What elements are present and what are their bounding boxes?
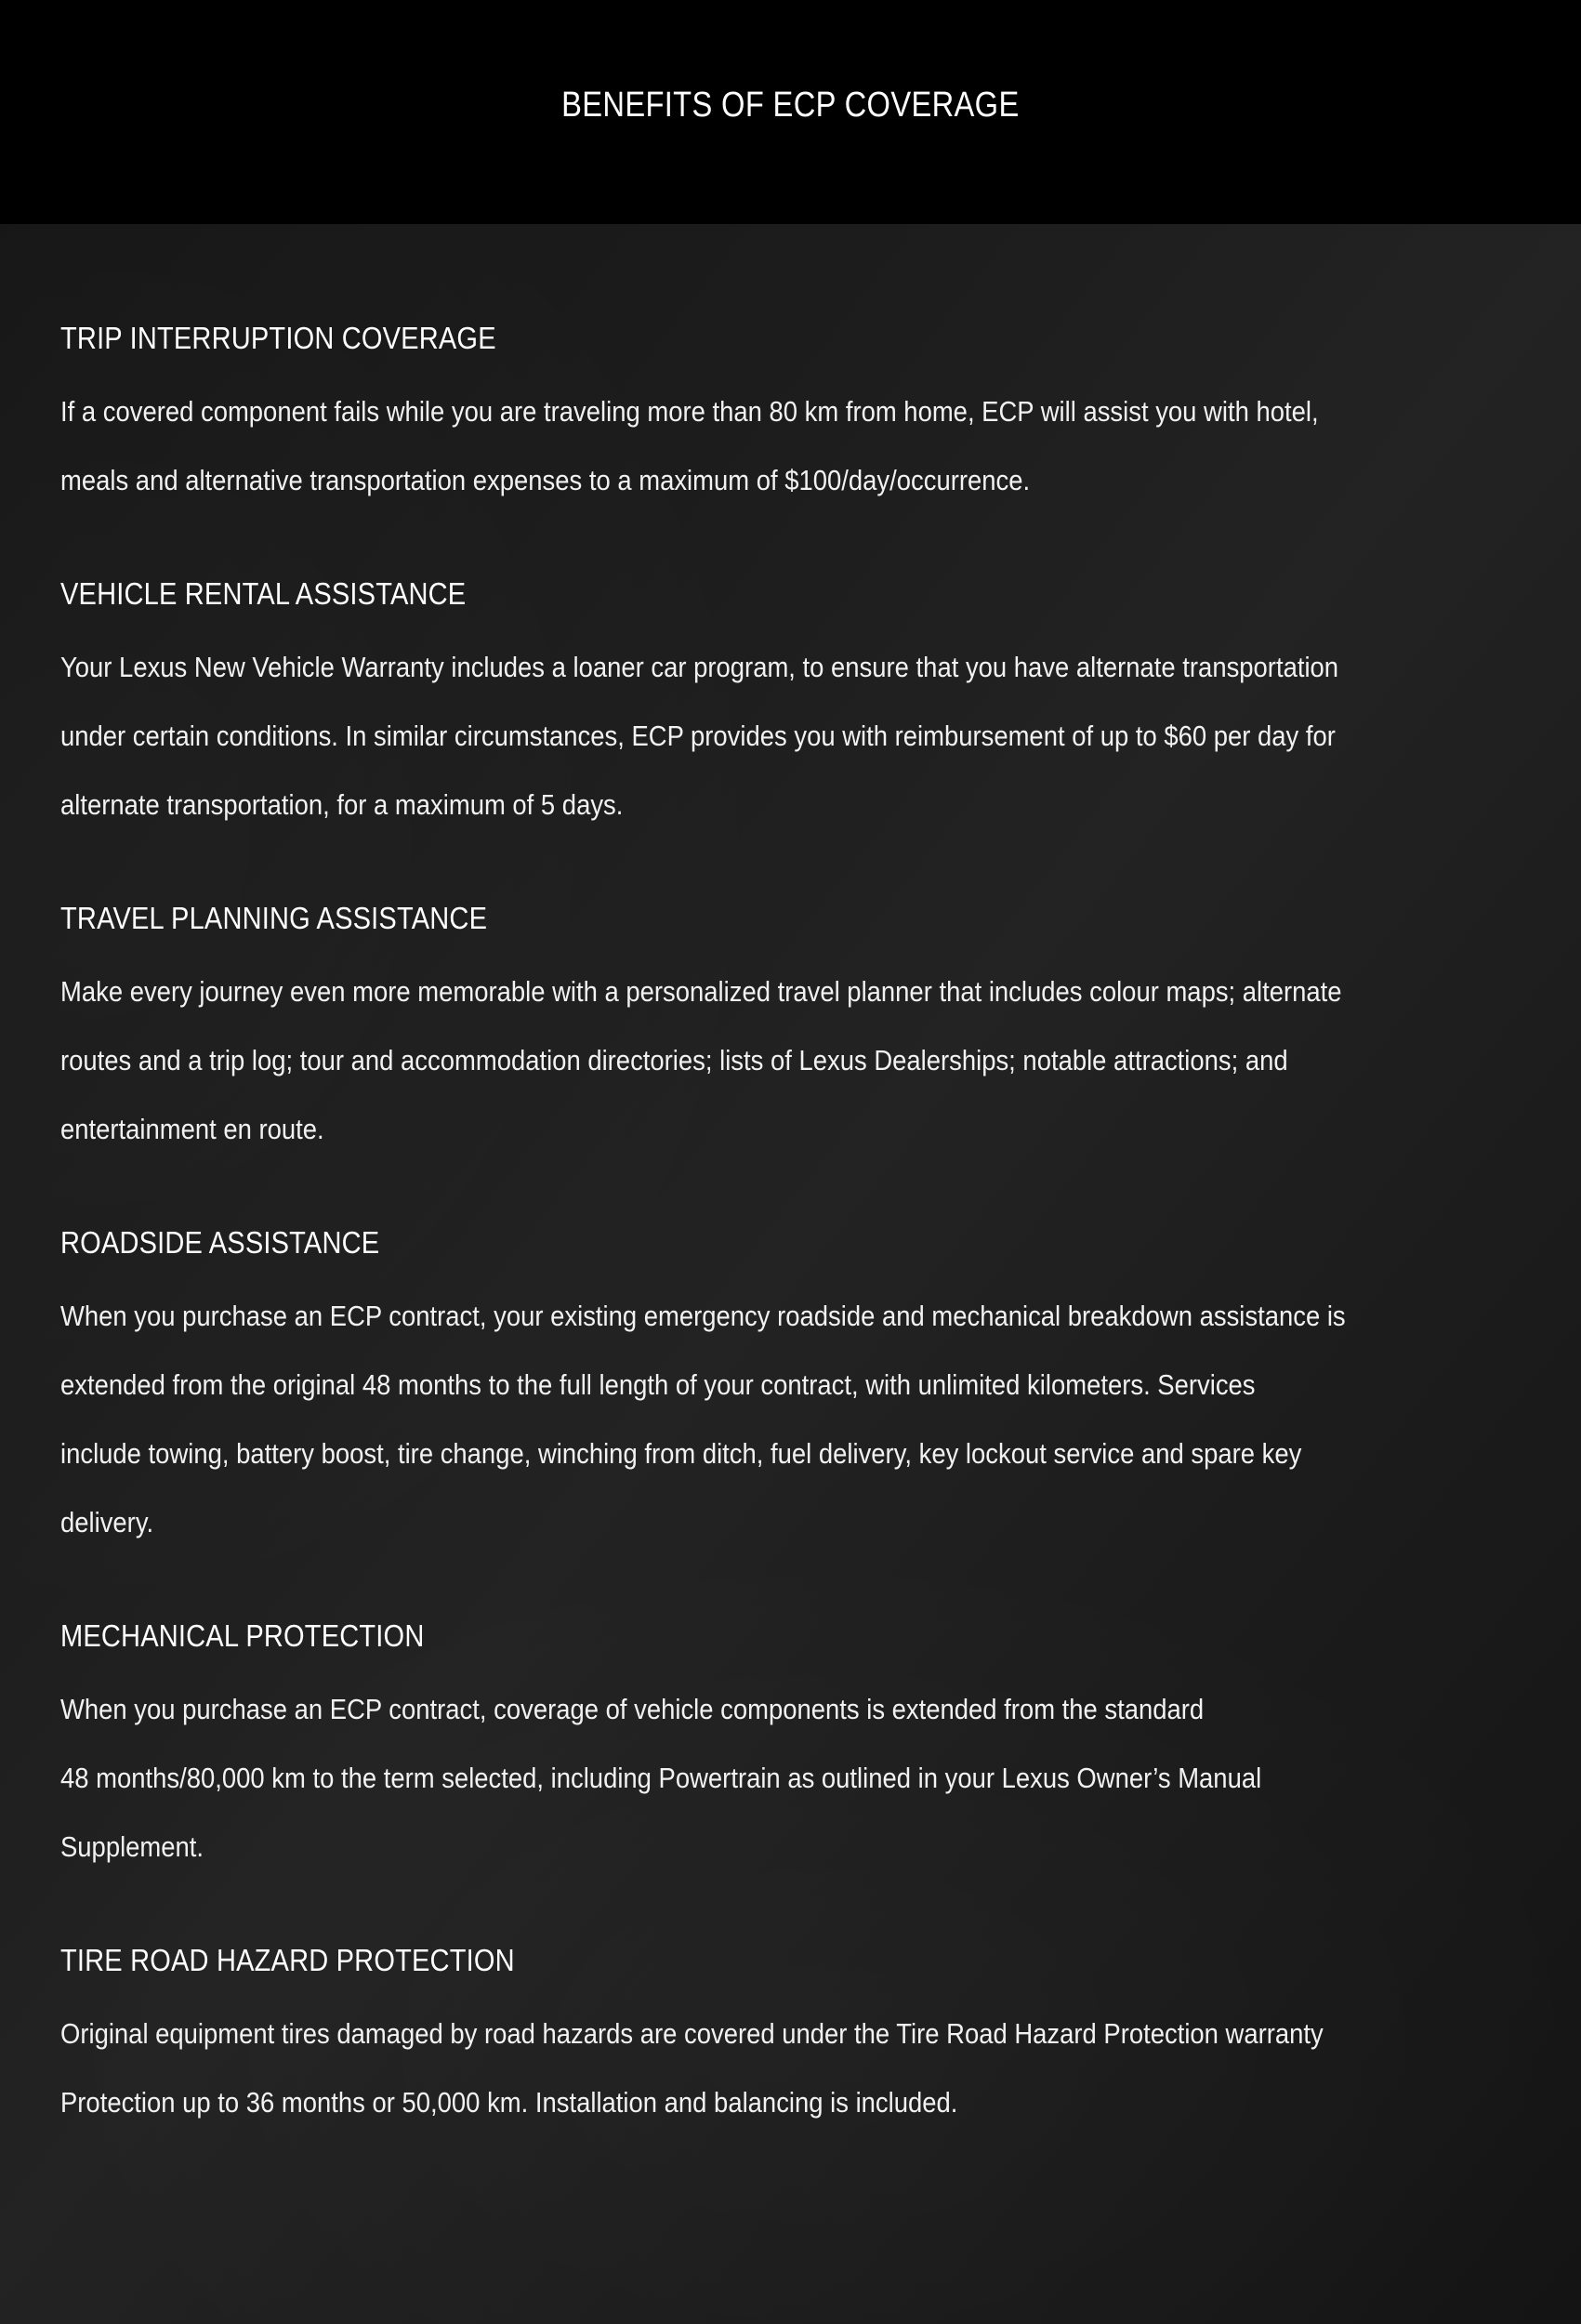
body-line: If a covered component fails while you are traveling more than 80 km from home, ECP will assist you with hotel, — [60, 394, 1319, 428]
section-mechanical-protection — [60, 1618, 1529, 1882]
body-line: delivery. — [60, 1505, 154, 1538]
section-heading: TRIP INTERRUPTION COVERAGE — [60, 321, 496, 355]
body-line: Protection up to 36 months or 50,000 km. Installation and balancing is included. — [60, 2085, 958, 2119]
section-body — [60, 633, 1364, 839]
section-body — [60, 377, 1364, 515]
body-line: Make every journey even more memorable with a personalized travel planner that includes colour maps; alternate — [60, 974, 1342, 1008]
section-tire-road-hazard-protection — [60, 1943, 1529, 2137]
section-heading: VEHICLE RENTAL ASSISTANCE — [60, 575, 467, 611]
body-line: alternate transportation, for a maximum of 5 days. — [60, 787, 624, 821]
body-line: extended from the original 48 months to the full length of your contract, with unlimited kilometers. Services — [60, 1367, 1256, 1401]
section-trip-interruption-coverage — [60, 321, 1529, 515]
section-heading: TIRE ROAD HAZARD PROTECTION — [60, 1942, 515, 1977]
body-line: Your Lexus New Vehicle Warranty includes a loaner car program, to ensure that you have alternate transportation — [60, 650, 1339, 683]
section-travel-planning-assistance — [60, 901, 1529, 1164]
section-vehicle-rental-assistance — [60, 576, 1529, 839]
section-body — [60, 1675, 1364, 1882]
body-line: routes and a trip log; tour and accommodation directories; lists of Lexus Dealerships; notable attractions; and — [60, 1043, 1288, 1076]
section-body — [60, 1282, 1364, 1557]
section-body — [60, 957, 1364, 1164]
body-line: 48 months/80,000 km to the term selected, including Powertrain as outlined in your Lexus Owner’s Manual — [60, 1761, 1262, 1794]
body-line: Original equipment tires damaged by road hazards are covered under the Tire Road Hazard Protection warranty — [60, 2016, 1324, 2050]
body-line: include towing, battery boost, tire change, winching from ditch, fuel delivery, key lockout service and spare key — [60, 1436, 1302, 1470]
body-line: When you purchase an ECP contract, your existing emergency roadside and mechanical breakdown assistance is — [60, 1299, 1346, 1332]
body-line: When you purchase an ECP contract, coverage of vehicle components is extended from the standard — [60, 1692, 1205, 1725]
section-body — [60, 2000, 1364, 2137]
body-line: Supplement. — [60, 1829, 204, 1863]
header-band — [0, 0, 1581, 224]
section-roadside-assistance — [60, 1225, 1529, 1557]
section-heading: ROADSIDE ASSISTANCE — [60, 1224, 380, 1260]
section-heading: MECHANICAL PROTECTION — [60, 1618, 425, 1653]
body-line: entertainment en route. — [60, 1112, 324, 1145]
body-line: meals and alternative transportation expenses to a maximum of $100/day/occurrence. — [60, 463, 1031, 496]
page-title: BENEFITS OF ECP COVERAGE — [561, 85, 1020, 125]
content-column — [0, 224, 1581, 2137]
section-heading: TRAVEL PLANNING ASSISTANCE — [60, 900, 488, 935]
body-line: under certain conditions. In similar circumstances, ECP provides you with reimbursement of up to $60 per day for — [60, 719, 1336, 752]
